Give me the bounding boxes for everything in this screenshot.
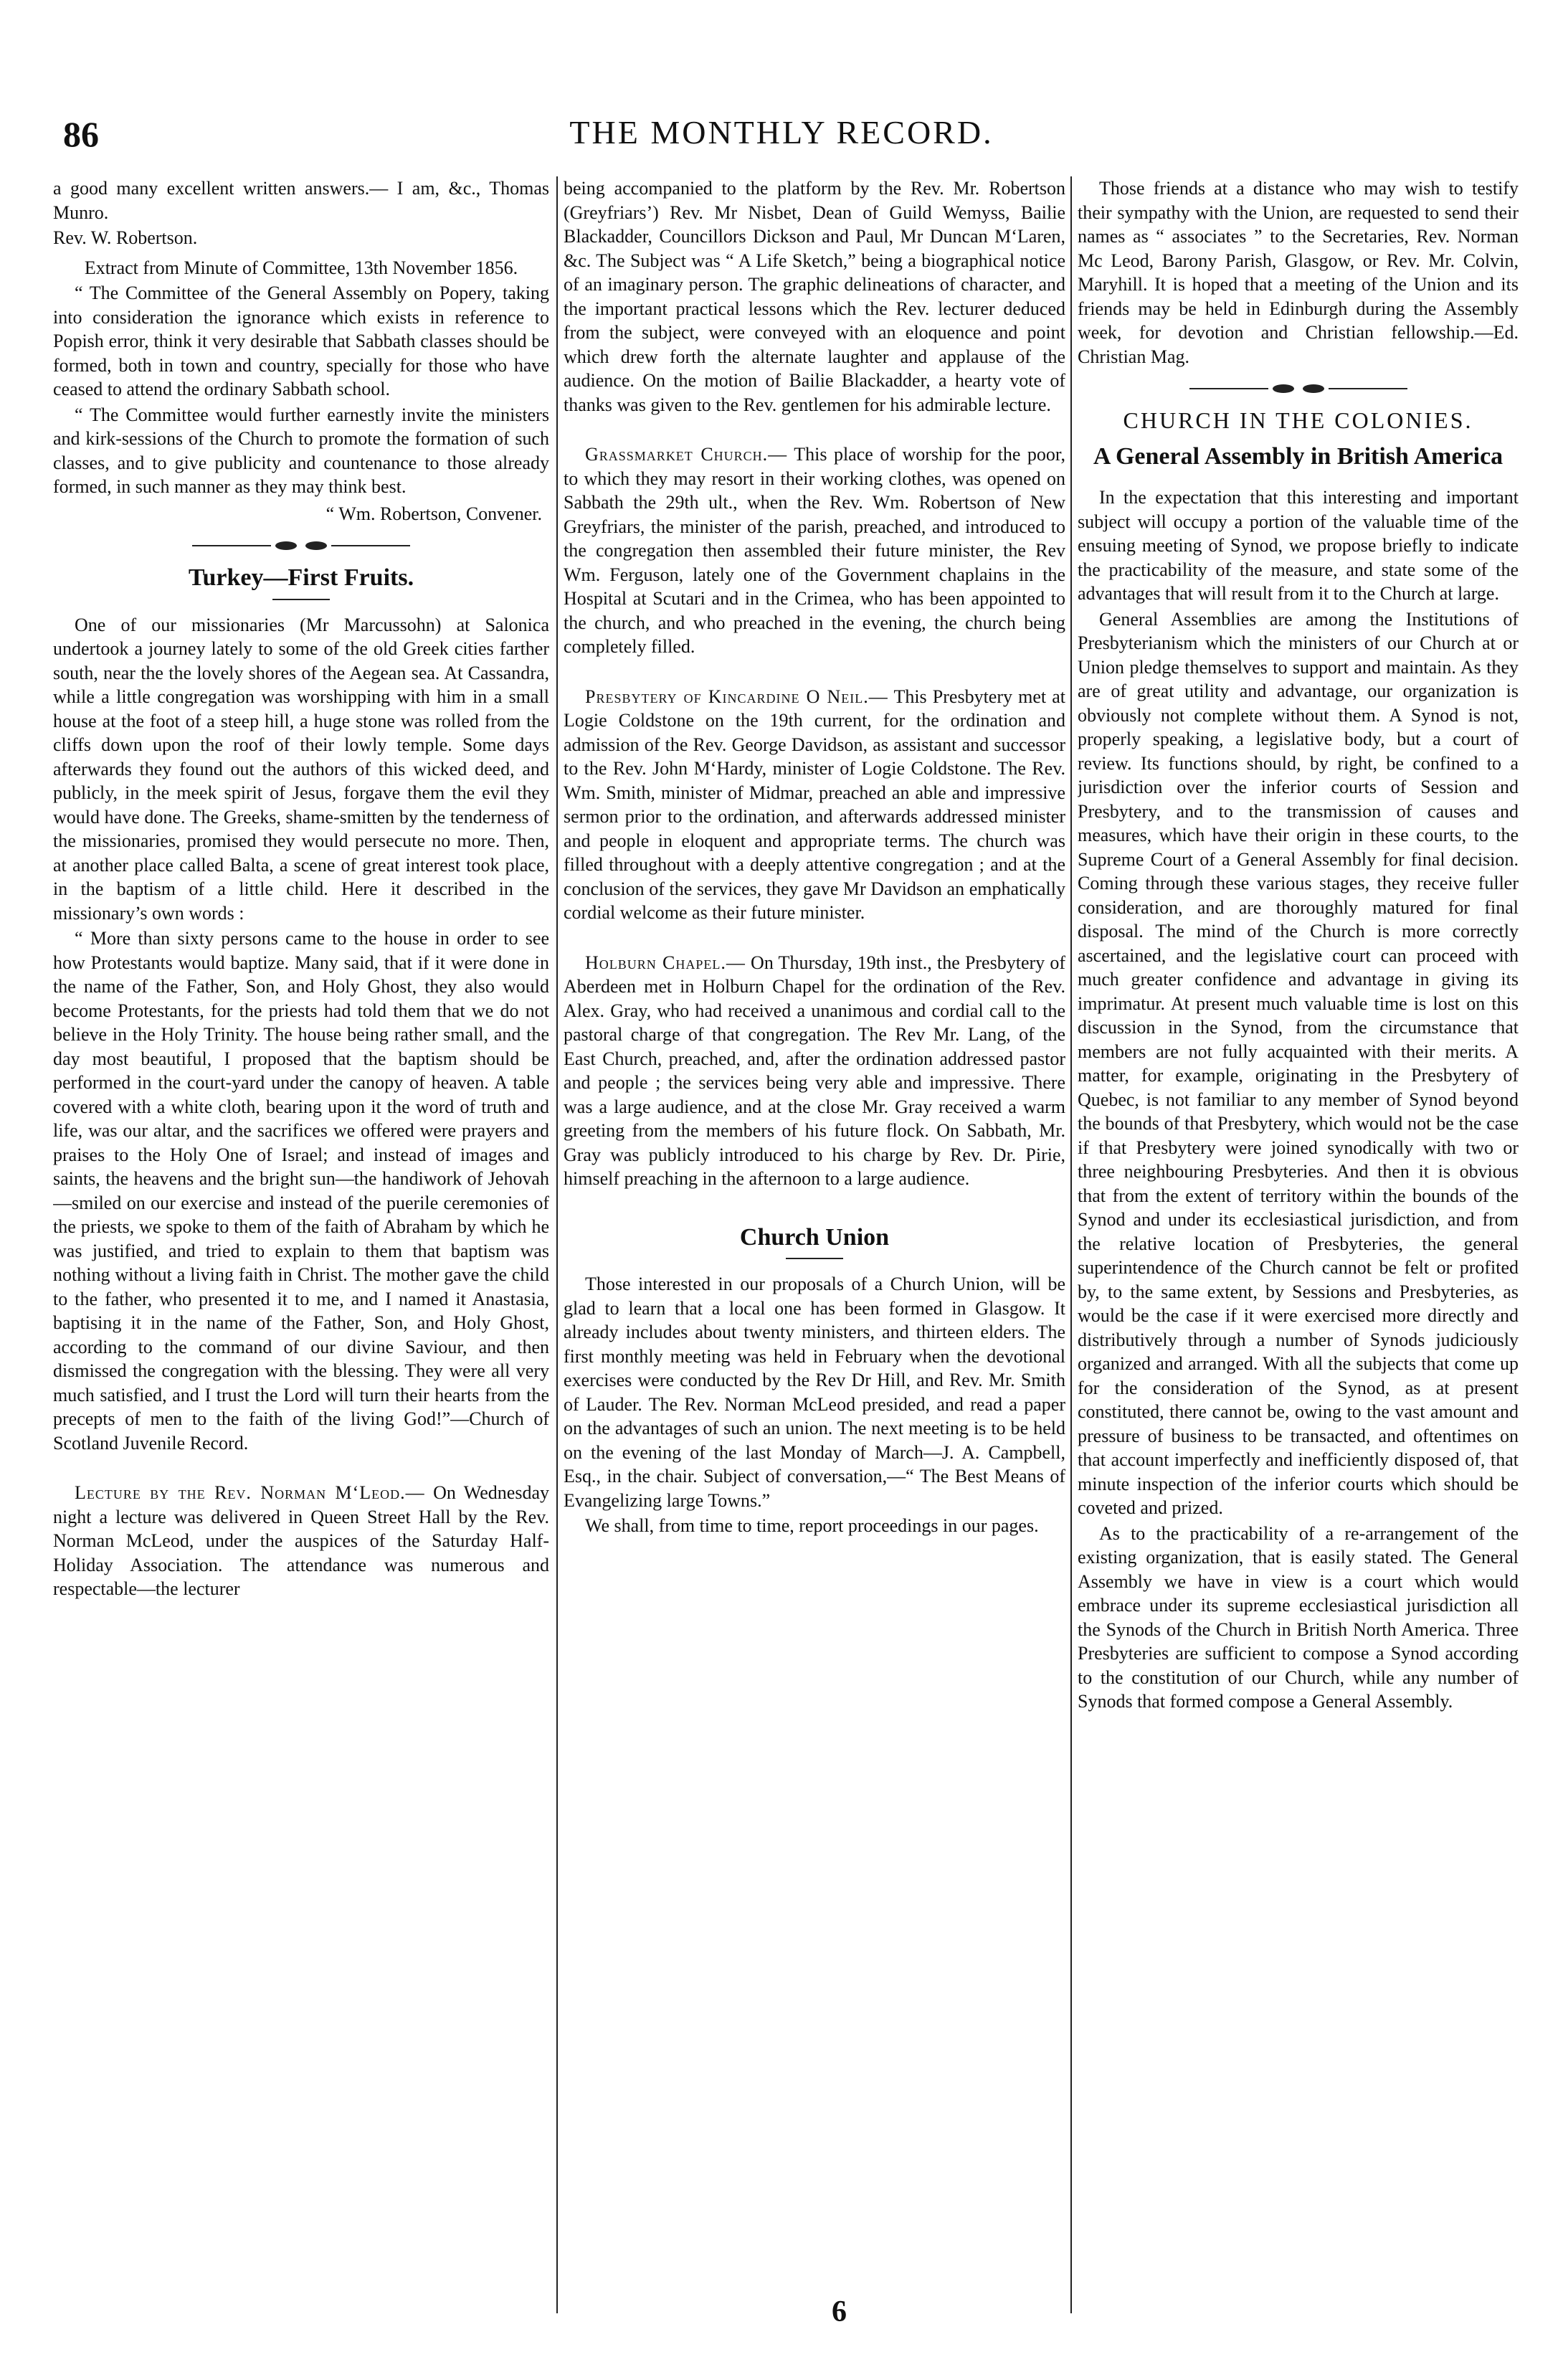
kincardine-paragraph: This Presbytery met at Logie Coldstone on the 19th current, for the ordination and admission of the Rev. George Davidson, as assistant and successor to the Rev. John M‘Hardy, minister of Logie Coldstone. The Rev. Wm. Smith, minister of Midmar, preached an able and impressive sermon prior to the ordination, and afterwards addressed minister and people in eloquent and appropriate terms. The church was filled throughout with a deeply attentive congregation ; and at the conclusion of the services, they gave Mr Davidson an emphatically cordial welcome as their future minister. <box>564 686 1065 923</box>
kincardine-lead: Presbytery of Kincardine O Neil.— <box>585 686 888 707</box>
grassmarket-lead: Grassmarket Church.— <box>585 444 788 465</box>
assembly-heading: A General Assembly in British America <box>1093 442 1503 470</box>
intro-paragraph: a good many excellent written answers.— I am, &c., Thomas Munro. <box>53 178 549 223</box>
column-rule-2 <box>1070 176 1072 2313</box>
column-3 <box>1078 176 1519 2313</box>
column-1 <box>53 176 549 2313</box>
signature-mark: 6 <box>832 2295 847 2328</box>
colonies-paragraph-1: In the expectation that this interesting and important subject will occupy a portion of the valuable time of the ensuing meeting of Synod, we propose briefly to indicate the practicability of the measure, and state some of the advantages that will result from it to the Church at large. <box>1078 487 1519 604</box>
intro-signature: Rev. W. Robertson. <box>53 227 198 248</box>
heading-rule <box>786 1258 843 1259</box>
friends-paragraph: Those friends at a distance who may wish to testify their sympathy with the Union, are requested to send their names as “ associates ” to the Secretaries, Rev. Norman Mc Leod, Barony Parish, Glasgow, or Rev. Mr. Colvin, Maryhill. It is hoped that a meeting of the Union and its friends may be held in Edinburgh during the Assembly week, for devotion and Christian fellowship.—Ed. Christian Mag. <box>1078 178 1519 367</box>
union-paragraph-2: We shall, from time to time, report proceedings in our pages. <box>585 1515 1039 1536</box>
section-ornament <box>53 541 549 550</box>
lecture-lead: Lecture by the Rev. Norman M‘Leod.— <box>75 1482 425 1503</box>
page-number: 86 <box>63 114 99 154</box>
heading-rule <box>272 599 330 600</box>
lecture-continuation: being accompanied to the platform by the Rev. Mr. Robertson (Greyfriars’) Rev. Mr Nisbet, Dean of Guild Wemyss, Bailie Blackadder, Councillors Dickson and Paul, Mr Duncan M‘Laren, &c. The Subject was “ A Life Sketch,” being a biographical notice of an imaginary person. The graphic delineations of character, and the important practical lessons which the Rev. lecturer deduced from the subject, were conveyed with an eloquence and point which drew forth the alternate laughter and applause of the audience. On the motion of Bailie Blackadder, a hearty vote of thanks was given to the Rev. gentlemen for his admirable lecture. <box>564 178 1065 415</box>
turkey-heading: Turkey—First Fruits. <box>188 564 414 591</box>
turkey-paragraph-1: One of our missionaries (Mr Marcussohn) at Salonica undertook a journey lately to some of the old Greek cities farther south, near the the lovely shores of the Aegean sea. At Cassandra, while a little congregation was worshipping with him in a small house at the foot of a steep hill, a huge stone was rolled from the cliffs down upon the roof of their lowly temple. Some days afterwards they found out the authors of this wicked deed, and publicly, in the meek spirit of Jesus, forgave them the evil they would have done. The Greeks, shame-smitten by the tenderness of the missionaries, promised they would persecute no more. Then, at another place called Balta, a scene of great interest took place, in the baptism of a little child. Here it described in the missionary’s own words : <box>53 614 549 924</box>
turkey-paragraph-2: “ More than sixty persons came to the house in order to see how Protestants would baptize. Many said, that if it were done in the name of the Father, Son, and Holy Ghost, they also would become Protestants, for the priests had told them that we do not believe in the Holy Trinity. The house being rather small, and the day most beautiful, I proposed that the baptism should be performed in the court-yard under the canopy of heaven. A table covered with a white cloth, bearing upon it the word of truth and life, was our altar, and the sacrifices we offered were prayers and praises to the Holy One of Israel; and instead of images and saints, the heavens and the bright sun—the handiwork of Jehovah—smiled on our exercise and instead of the puerile ceremonies of the priests, we spoke to them of the faith of Abraham by which he was justified, and tried to explain to them that baptism was nothing without a living faith in Christ. The mother gave the child to the father, who presented it to me, and I named it Anastasia, baptising it in the name of the Father, Son, and Holy Ghost, according to the command of our divine Saviour, and then dismissed the congregation with the blessing. They were all very much satisfied, and I trust the Lord will turn their hearts from the precepts of men to the faith of the living God!”—Church of Scotland Juvenile Record. <box>53 928 549 1454</box>
colonies-paragraph-2: General Assemblies are among the Institutions of Presbyterianism which the ministers of our Church at or Union pledge themselves to support and maintain. As they are of great utility and advantage, our organization is obviously not complete without them. A Synod is not, properly speaking, a legislative body, but a court of review. Its functions should, by right, be confined to a jurisdiction over the inferior courts of Session and Presbytery, and to the transmission of causes and measures, which have their origin in these courts, to the Supreme Court of a General Assembly for final decision. Coming through these various stages, they receive fuller consideration, and are thoroughly matured for final disposal. The mind of the Church is more correctly ascertained, and the legislative court can proceed with much greater confidence and advantage in giving its imprimatur. At present much valuable time is lost on this discussion in the Synod, from the circumstance that members are not fully acquainted with their merits. A matter, for example, originating in the Presbytery of Quebec, is not familiar to any member of Synod beyond the bounds of that Presbytery, which would not be the case if that Presbytery were joined synodically with two or three neighbouring Presbyteries. And then it is obvious that from the extent of territory within the bounds of the Synod and under its ecclesiastical jurisdiction, and from the relative location of Presbyteries, the general superintendence of the Church cannot be felt or profited by, to the same extent, by Sessions and Presbyteries, as would be the case if it were exercised more directly and distributively through a number of Synods judiciously organized and arranged. With all the subjects that come up for the consideration of the Synod, as at present constituted, there cannot be, owing to the vast amount and pressure of business to be transacted, and oftentimes on that account imperfectly and inefficiently disposed of, that minute inspection of the inferior courts which should be coveted and prized. <box>1078 608 1519 1518</box>
holburn-lead: Holburn Chapel.— <box>585 952 746 973</box>
page-header <box>43 108 1520 165</box>
minute-paragraph-2: “ The Committee would further earnestly invite the ministers and kirk-sessions of the Church to promote the formation of such classes, and to give publicity and countenance to those already formed, in such manner as they may think best. <box>53 404 549 497</box>
column-2 <box>564 176 1065 2313</box>
column-rule-1 <box>556 176 558 2313</box>
minute-signature: “ Wm. Robertson, Convener. <box>326 503 542 524</box>
extract-title: Extract from Minute of Committee, 13th November 1856. <box>84 257 518 278</box>
colonies-heading: CHURCH IN THE COLONIES. <box>1123 407 1473 433</box>
union-paragraph-1: Those interested in our proposals of a Church Union, will be glad to learn that a local one has been formed in Glasgow. It already includes about twenty ministers, and thirteen elders. The first monthly meeting was held in February when the devotional exercises were conducted by the Rev Dr Hill, and Rev. Mr. Smith of Lauder. The Rev. Norman McLeod presided, and read a paper on the advantages of such an union. The next meeting is to be held on the evening of the last Monday of March—J. A. Campbell, Esq., in the chair. Subject of conversation,—“ The Best Means of Evangelizing large Towns.” <box>564 1274 1065 1511</box>
running-title: THE MONTHLY RECORD. <box>569 114 994 151</box>
lecture-paragraph: On Wednesday night a lecture was delivered in Queen Street Hall by the Rev. Norman McLeod, under the auspices of the Saturday Half-Holiday Association. The attendance was numerous and respectable—the lecturer <box>53 1482 549 1599</box>
holburn-paragraph: On Thursday, 19th inst., the Presbytery of Aberdeen met in Holburn Chapel for the ordination of the Rev. Alex. Gray, who had received a unanimous and cordial call to the pastoral charge of that congregation. The Rev Mr. Lang, of the East Church, preached, and, after the ordination addressed pastor and people ; the services being very able and impressive. There was a large audience, and at the close Mr. Gray received a warm greeting from the members of his future flock. On Sabbath, Mr. Gray was publicly introduced to his charge by Rev. Dr. Pirie, himself preaching in the afternoon to a large audience. <box>564 952 1065 1189</box>
section-ornament <box>1078 384 1519 393</box>
minute-paragraph-1: “ The Committee of the General Assembly on Popery, taking into consideration the ignorance which exists in reference to Popish error, think it very desirable that Sabbath classes should be formed, both in town and country, specially for those who have ceased to attend the ordinary Sabbath school. <box>53 283 549 399</box>
colonies-paragraph-3: As to the practicability of a re-arrangement of the existing organization, that is easily stated. The General Assembly we have in view is a court which would embrace under its supreme ecclesiastical jurisdiction all the Synods of the Church in British North America. Three Presbyteries are sufficient to compose a Synod according to the constitution of our Church, while any number of Synods that formed compose a General Assembly. <box>1078 1522 1519 1712</box>
grassmarket-paragraph: This place of worship for the poor, to which they may resort in their working clothes, was opened on Sabbath the 29th ult., when the Rev. Wm. Robertson of New Greyfriars, the minister of the parish, preached, and introduced to the congregation then assembled their future minister, the Rev Wm. Ferguson, lately one of the Government chaplains in the Hospital at Scutari and in the Crimea, who has been appointed to the church, and who preached in the evening, the church being completely filled. <box>564 444 1065 657</box>
church-union-heading: Church Union <box>739 1223 890 1251</box>
